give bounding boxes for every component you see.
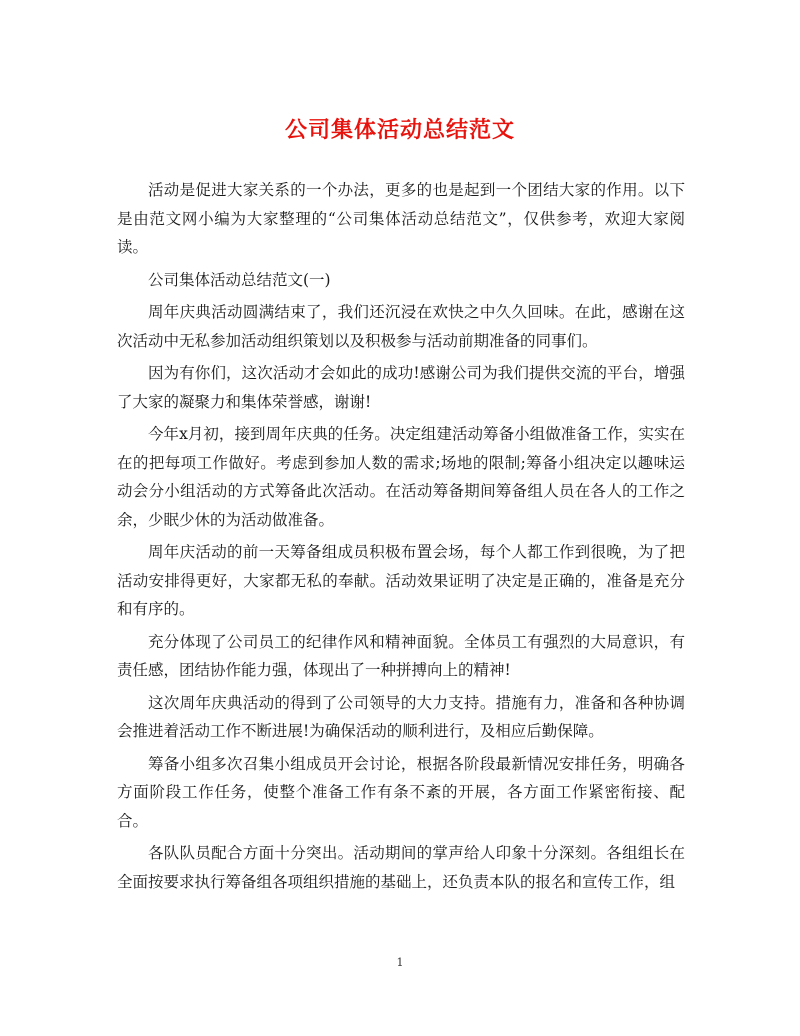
section-heading: 公司集体活动总结范文(一) (148, 270, 331, 289)
paragraph: 充分体现了公司员工的纪律作风和精神面貌。全体员工有强烈的大局意识，有责任感，团结协作能力强，体现出了一种拼搏向上的精神! (117, 632, 685, 679)
paragraph-intro: 活动是促进大家关系的一个办法，更多的也是起到一个团结大家的作用。以下是由范文网小编为大家整理的“公司集体活动总结范文”，仅供参考，欢迎大家阅读。 (117, 181, 685, 256)
document-body (117, 176, 685, 900)
page-number: 1 (396, 956, 404, 969)
paragraph: 筹备小组多次召集小组成员开会讨论，根据各阶段最新情况安排任务，明确各方面阶段工作任务，使整个准备工作有条不紊的开展，各方面工作紧密衔接、配合。 (117, 754, 685, 830)
paragraph: 各队队员配合方面十分突出。活动期间的掌声给人印象十分深刻。各组组长在全面按要求执行筹备组各项组织措施的基础上，还负责本队的报名和宣传工作，组 (117, 844, 685, 891)
paragraph: 周年庆典活动圆满结束了，我们还沉浸在欢快之中久久回味。在此，感谢在这次活动中无私参加活动组织策划以及积极参与活动前期准备的同事们。 (117, 303, 685, 350)
paragraph: 这次周年庆典活动的得到了公司领导的大力支持。措施有力，准备和各种协调会推进着活动工作不断进展!为确保活动的顺利进行，及相应后勤保障。 (117, 693, 685, 740)
paragraph: 今年x月初，接到周年庆典的任务。决定组建活动筹备小组做准备工作，实实在在的把每项工作做好。考虑到参加人数的需求;场地的限制;筹备小组决定以趣味运动会分小组活动的方式筹备此次活动。在活动筹备期间筹备组人员在各人的工作之余，少眠少休的为活动做准备。 (117, 425, 685, 529)
paragraph: 因为有你们，这次活动才会如此的成功!感谢公司为我们提供交流的平台，增强了大家的凝聚力和集体荣誉感，谢谢! (117, 364, 685, 411)
document-title: 公司集体活动总结范文 (284, 117, 515, 143)
paragraph: 周年庆活动的前一天筹备组成员积极布置会场，每个人都工作到很晚，为了把活动安排得更好，大家都无私的奉献。活动效果证明了决定是正确的，准备是充分和有序的。 (117, 543, 685, 618)
